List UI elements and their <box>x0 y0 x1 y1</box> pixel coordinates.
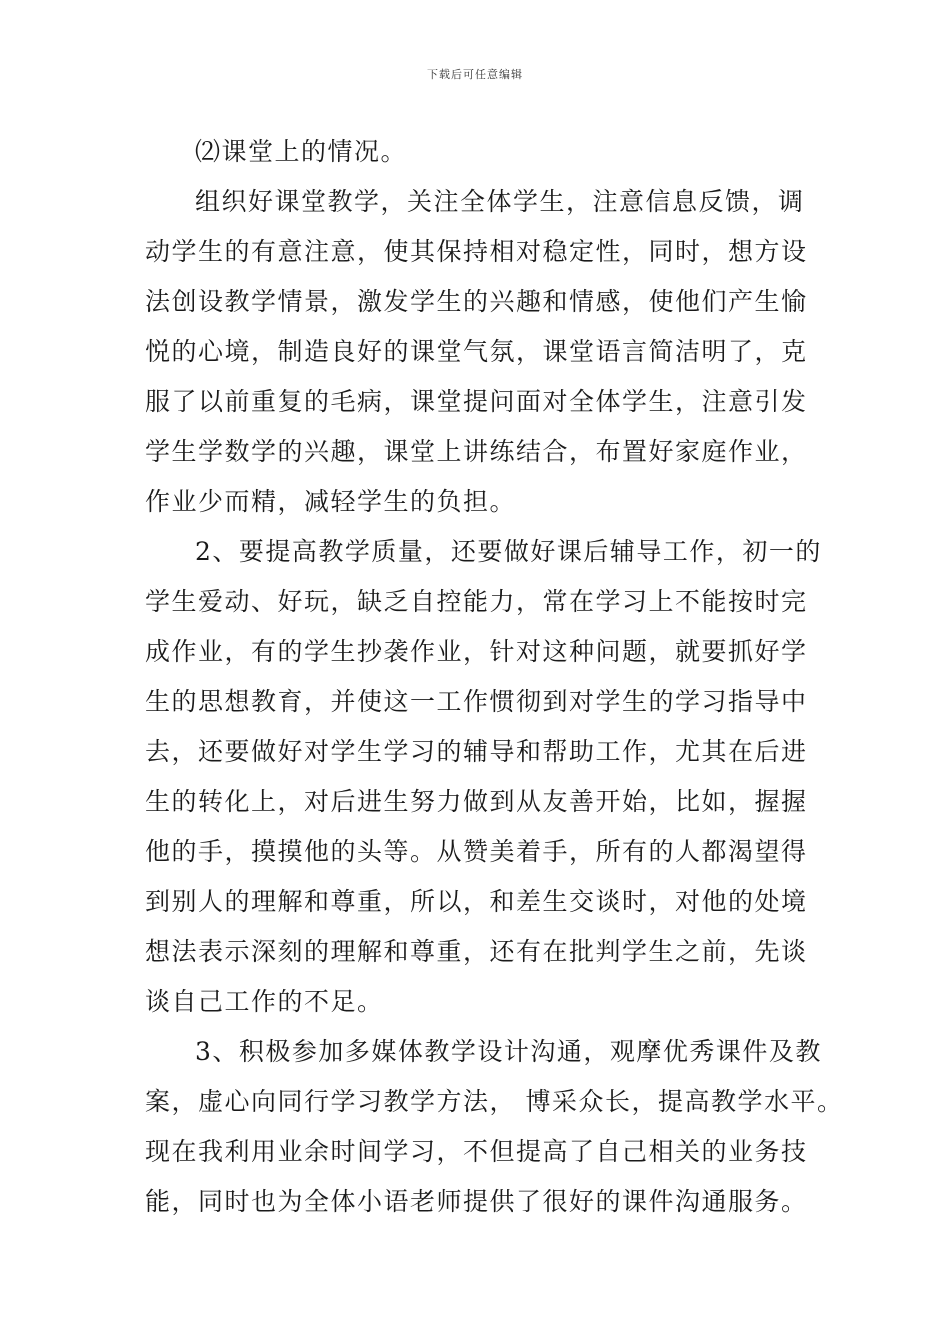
paragraph-line: 成作业，有的学生抄袭作业，针对这种问题，就要抓好学 <box>145 637 808 666</box>
paragraph-line: 生的转化上，对后进生努力做到从友善开始，比如，握握 <box>145 787 808 816</box>
paragraph-line: 现在我利用业余时间学习，不但提高了自己相关的业务技 <box>145 1137 808 1166</box>
paragraph-line: 生的思想教育，并使这一工作惯彻到对学生的学习指导中 <box>145 687 808 716</box>
paragraph-line: 2、要提高教学质量，还要做好课后辅导工作，初一的 <box>195 537 822 566</box>
paragraph-line: 作业少而精，减轻学生的负担。 <box>145 487 517 516</box>
subheading-line: ⑵课堂上的情况。 <box>195 137 408 166</box>
paragraph-line: 能，同时也为全体小语老师提供了很好的课件沟通服务。 <box>145 1187 808 1216</box>
paragraph-line: 3、积极参加多媒体教学设计沟通，观摩优秀课件及教 <box>195 1037 822 1066</box>
paragraph-line: 去，还要做好对学生学习的辅导和帮助工作，尤其在后进 <box>145 737 808 766</box>
page-header: 下载后可任意编辑 <box>427 68 523 81</box>
paragraph-line: 悦的心境，制造良好的课堂气氛，课堂语言简洁明了，克 <box>145 337 808 366</box>
paragraph-line: 学生爱动、好玩，缺乏自控能力，常在学习上不能按时完 <box>145 587 808 616</box>
paragraph-line: 谈自己工作的不足。 <box>145 987 384 1016</box>
paragraph-line: 学生学数学的兴趣，课堂上讲练结合，布置好家庭作业， <box>145 437 808 466</box>
document-body <box>145 127 845 1227</box>
paragraph-line: 到别人的理解和尊重，所以，和差生交谈时，对他的处境 <box>145 887 808 916</box>
paragraph-line: 想法表示深刻的理解和尊重，还有在批判学生之前，先谈 <box>145 937 808 966</box>
paragraph-line: 服了以前重复的毛病，课堂提问面对全体学生，注意引发 <box>145 387 808 416</box>
paragraph-line: 案，虚心向同行学习教学方法， 博采众长，提高教学水平。 <box>145 1087 844 1116</box>
paragraph-line: 组织好课堂教学，关注全体学生，注意信息反馈，调 <box>195 187 805 216</box>
paragraph-line: 动学生的有意注意，使其保持相对稳定性，同时，想方设 <box>145 237 808 266</box>
paragraph-line: 法创设教学情景，激发学生的兴趣和情感，使他们产生愉 <box>145 287 808 316</box>
paragraph-line: 他的手，摸摸他的头等。从赞美着手，所有的人都渴望得 <box>145 837 808 866</box>
